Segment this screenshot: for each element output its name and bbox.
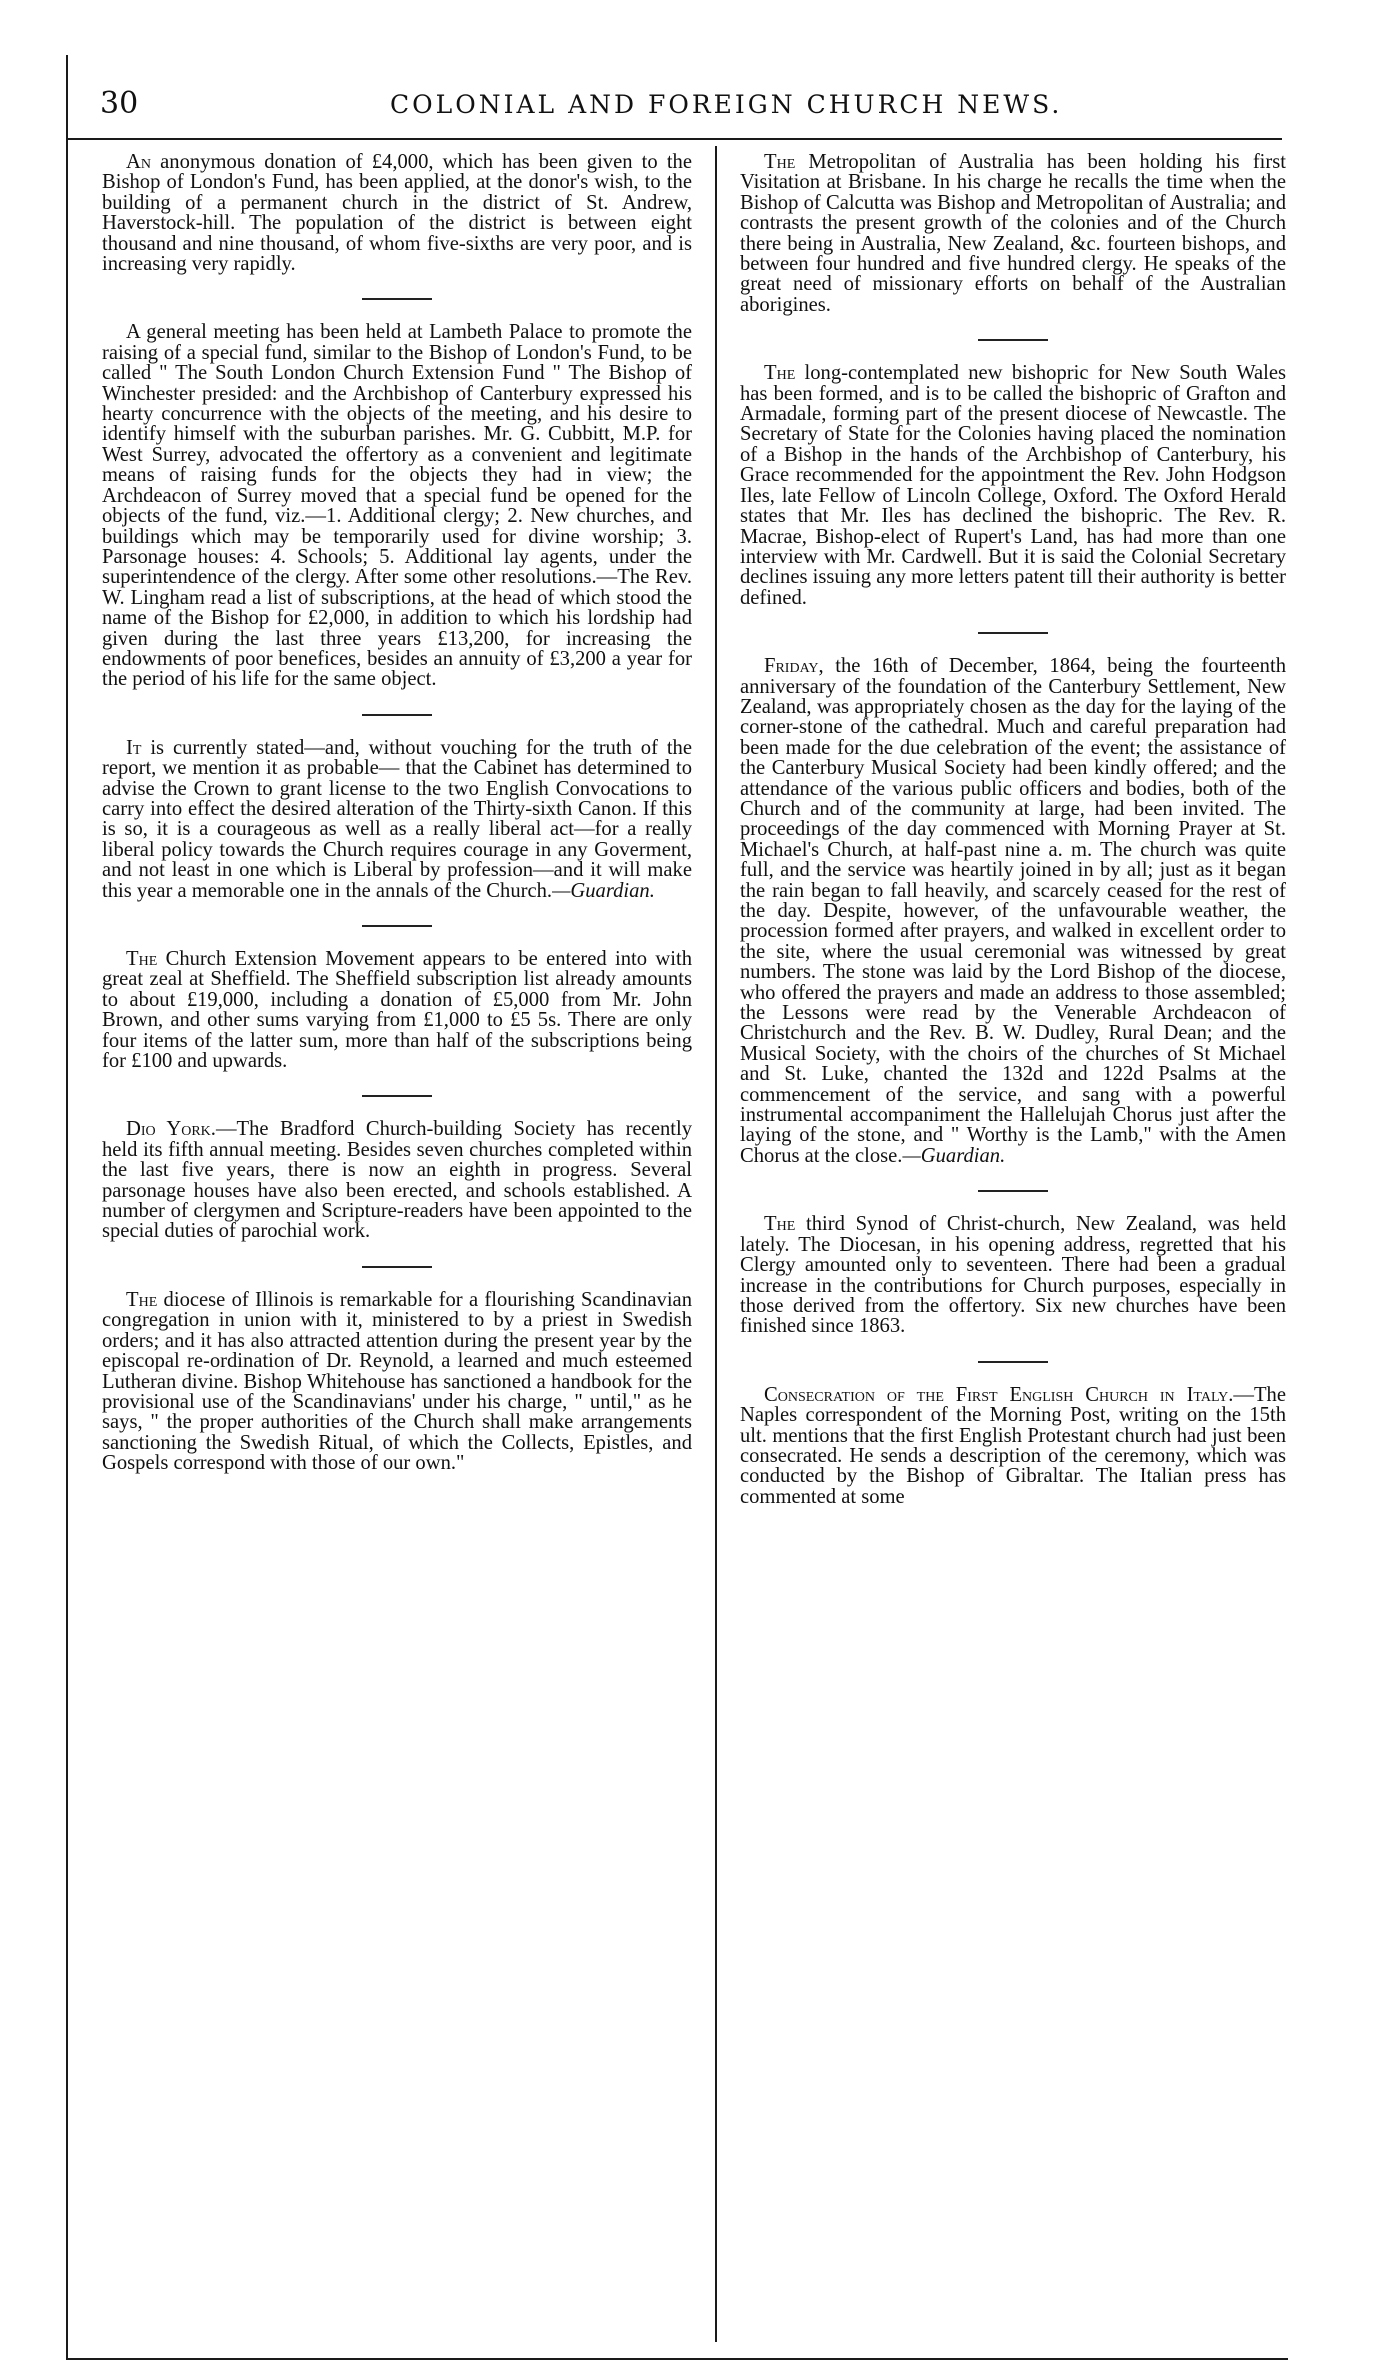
footer-rule [66,2358,1288,2360]
article-separator [978,632,1048,634]
source-attribution: —Guardian. [902,1144,1006,1167]
article-separator [978,1190,1048,1192]
article-paragraph: The third Synod of Christ-church, New Zealand, was held lately. The Diocesan, in his opening address, regretted that his Clergy amounted only to seventeen. There had been a gradual increase in the contributions for Church purposes, especially in those derived from the offertory. Six new churches have been finished since 1863. [740,1213,1286,1338]
column-divider [715,146,717,2342]
page-number: 30 [100,86,139,121]
article-separator [978,339,1048,341]
article-paragraph: Consecration of the First English Church in Italy.—The Naples correspondent of the Morning Post, writing on the 15th ult. mentions that the first English Protestant church had just been consecrated. He sends a description of the ceremony, which was conducted by the Bishop of Gibraltar. The Italian press has commented at some [740,1383,1286,1508]
article-paragraph: The long-contemplated new bishopric for New South Wales has been formed, and is to be called the bishopric of Grafton and Armadale, forming part of the present diocese of Newcastle. The Secretary of State for the Colonies having placed the nomination of a Bishop in the hands of the Archbishop of Canterbury, his Grace recommended for the appointment the Rev. John Hodgson Iles, late Fellow of Lincoln College, Oxford. The Oxford Herald states that Mr. Iles has declined the bishopric. The Rev. R. Macrae, Bishop-elect of Rupert's Land, has had more than one interview with Mr. Cardwell. But it is said the Colonial Secretary declines issuing any more letters patent till their authority is better defined. [740,362,1286,609]
left-column [102,152,692,1498]
running-title: COLONIAL AND FOREIGN CHURCH NEWS. [390,90,1063,119]
article-paragraph: The Church Extension Movement appears to be entered into with great zeal at Sheffield. The Sheffield subscription list already amounts to about £19,000, including a donation of £5,000 from Mr. John Brown, and other sums varying from £1,000 to £5 5s. There are only four items of the latter sum, more than half of the subscriptions being for £100 and upwards. [102,948,692,1073]
source-attribution: —Guardian. [552,879,655,902]
article-paragraph: Friday, the 16th of December, 1864, being the fourteenth anniversary of the foundation of the Canterbury Settlement, New Zealand, was appropriately chosen as the day for the laying of the corner-stone of the cathedral. Much and careful preparation had been made for the due celebration of the event; the assistance of the Canterbury Musical Society had been kindly offered; and the attendance of the various public officers and bodies, both of the Church and of the community at large, had been invited. The proceedings of the day commenced with Morning Prayer at St. Michael's Church, at half-past nine a. m. The church was quite full, and the service was heartily joined in by all; just as it began the rain began to fall heavily, and scarcely ceased for the rest of the day. Despite, however, of the unfavourable weather, the procession formed after prayers, and walked in excellent order to the site, where the usual ceremonial was witnessed by great numbers. The stone was laid by the Lord Bishop of the diocese, who offered the prayers and made an address to those assembled; the Lessons were read by the Venerable Archdeacon of Christchurch and the Rev. B. W. Dudley, Rural Dean; and the Musical Society, with the choirs of the churches of St Michael and St. Luke, chanted the 132d and 122d Psalms at the commencement of the service, and sang with a powerful instrumental accompaniment the Hallelujah Chorus just after the laying of the stone, and " Worthy is the Lamb," with the Amen Chorus at the close.—Guardian. [740,655,1286,1167]
article-paragraph: It is currently stated—and, without vouching for the truth of the report, we mention it as probable— that the Cabinet has determined to advise the Crown to grant license to the two English Convocations to carry into effect the desired alteration of the Thirty-sixth Canon. If this is so, it is a courageous as well as a really liberal act—for a really liberal policy towards the Church requires courage in any Goverment, and not least in one which is Liberal by profession—and it will make this year a memorable one in the annals of the Church.—Guardian. [102,736,692,902]
article-separator [362,925,432,927]
article-paragraph: The Metropolitan of Australia has been holding his first Visitation at Brisbane. In his charge he recalls the time when the Bishop of Calcutta was Bishop and Metropolitan of Australia; and contrasts the present growth of the colonies and of the Church there being in Australia, New Zealand, &c. fourteen bishops, and between four hundred and five hundred clergy. He speaks of the great need of missionary efforts on behalf of the Australian aborigines. [740,151,1286,316]
article-separator [362,298,432,300]
article-separator [978,1361,1048,1363]
header-rule [66,138,1282,140]
right-column [740,152,1286,1531]
article-separator [362,1095,432,1097]
article-paragraph: An anonymous donation of £4,000, which has been given to the Bishop of London's Fund, has been applied, at the donor's wish, to the building of a permanent church in the district of St. Andrew, Haverstock-hill. The population of the district is between eight thousand and nine thousand, of whom five-sixths are very poor, and is increasing very rapidly. [102,151,692,276]
article-paragraph: The diocese of Illinois is remarkable for a flourishing Scandinavian congregation in union with it, ministered to by a priest in Swedish orders; and it has also attracted attention during the present year by the episcopal re-ordination of Dr. Reynold, a learned and much esteemed Lutheran divine. Bishop Whitehouse has sanctioned a handbook for the provisional use of the Scandinavians' under his charge, " until," as he says, " the proper authorities of the Church shall make arrangements sanctioning the Swedish Ritual, of which the Collects, Epistles, and Gospels correspond with those of our own." [102,1288,692,1475]
article-separator [362,714,432,716]
article-separator [362,1266,432,1268]
article-paragraph: A general meeting has been held at Lambeth Palace to promote the raising of a special fund, similar to the Bishop of London's Fund, to be called " The South London Church Extension Fund " The Bishop of Winchester presided: and the Archbishop of Canterbury expressed his hearty concurrence with the objects of the meeting, and his desire to identify himself with the suburban parishes. Mr. G. Cubbitt, M.P. for West Surrey, advocated the offertory as a convenient and legitimate means of raising funds for the objects they had in view; the Archdeacon of Surrey moved that a special fund be opened for the objects of the fund, viz.—1. Additional clergy; 2. New churches, and buildings which may be temporarily used for divine worship; 3. Parsonage houses: 4. Schools; 5. Additional lay agents, under the superintendence of the clergy. After some other resolutions.—The Rev. W. Lingham read a list of subscriptions, at the head of which stood the name of the Bishop for £2,000, in addition to which his lordship had given during the last three years £13,200, for increasing the endowments of poor benefices, besides an annuity of £3,200 a year for the period of his life for the same object. [102,321,692,691]
article-paragraph: Dio York.—The Bradford Church-building Society has recently held its fifth annual meeting. Besides seven churches completed within the last five years, there is now an eighth in progress. Several parsonage houses have also been erected, and schools established. A number of clergymen and Scripture-readers have been appointed to the special duties of parochial work. [102,1118,692,1243]
left-border-rule [66,55,68,2360]
